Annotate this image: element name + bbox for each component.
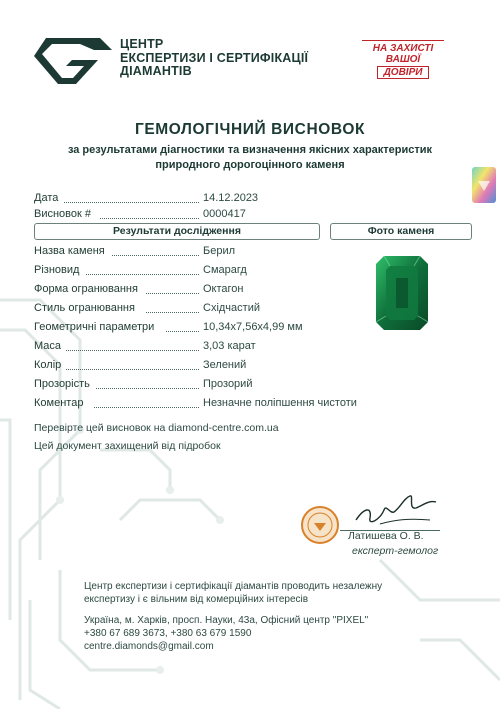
dotted-leader bbox=[100, 208, 199, 219]
footer-phones: +380 67 689 3673, +380 63 679 1590 bbox=[84, 628, 252, 639]
hologram-icon bbox=[472, 167, 496, 203]
result-label: Коментар bbox=[34, 397, 84, 409]
result-value: Зелений bbox=[203, 359, 247, 371]
result-row bbox=[34, 264, 334, 278]
number-label: Висновок # bbox=[34, 208, 91, 220]
seal-icon bbox=[300, 505, 340, 545]
result-label: Геометричні параметри bbox=[34, 321, 155, 333]
expert-name: Латишева О. В. bbox=[348, 530, 424, 542]
result-label: Прозорість bbox=[34, 378, 90, 390]
dotted-leader bbox=[66, 359, 199, 370]
result-label: Колір bbox=[34, 359, 62, 371]
emerald-photo bbox=[376, 256, 428, 330]
result-label: Форма огранювання bbox=[34, 283, 138, 295]
result-label: Різновид bbox=[34, 264, 80, 276]
document-subtitle: за результатами діагностики та визначення якісних характеристик природного дорогоцінного каменя bbox=[67, 144, 433, 171]
expert-title: експерт-гемолог bbox=[352, 545, 439, 557]
date-label: Дата bbox=[34, 192, 59, 204]
verify-link[interactable]: diamond-centre.com.ua bbox=[168, 422, 279, 434]
result-row bbox=[34, 397, 357, 411]
dotted-leader bbox=[146, 302, 199, 313]
footer-contacts bbox=[84, 614, 368, 653]
result-row bbox=[34, 378, 334, 392]
diamond-logo-icon bbox=[32, 34, 114, 86]
org-name: ЦЕНТР ЕКСПЕРТИЗИ І СЕРТИФІКАЦІЇ ДІАМАНТІВ bbox=[120, 37, 309, 78]
result-value: Незначне поліпшення чистоти bbox=[203, 397, 357, 409]
result-value: 3,03 карат bbox=[203, 340, 256, 352]
number-value: 0000417 bbox=[203, 208, 246, 220]
dotted-leader bbox=[94, 397, 199, 408]
dotted-leader bbox=[96, 378, 199, 389]
result-row bbox=[34, 245, 334, 259]
footer-address: Україна, м. Харків, просп. Науки, 43а, Офісний центр "PIXEL" bbox=[84, 615, 369, 626]
document-title: ГЕМОЛОГІЧНИЙ ВИСНОВОК bbox=[134, 121, 366, 138]
number-row bbox=[34, 208, 334, 222]
result-value: Смарагд bbox=[203, 264, 247, 276]
protected-note: Цей документ захищений від підробок bbox=[34, 440, 221, 452]
result-row bbox=[34, 283, 334, 297]
dotted-leader bbox=[166, 321, 199, 332]
result-value: Октагон bbox=[203, 283, 244, 295]
dotted-leader bbox=[86, 264, 199, 275]
dotted-leader bbox=[66, 340, 199, 351]
date-row bbox=[34, 192, 334, 206]
result-row bbox=[34, 302, 334, 316]
result-value: Берил bbox=[203, 245, 236, 257]
result-row bbox=[34, 340, 334, 354]
result-label: Маса bbox=[34, 340, 62, 352]
result-label: Стиль огранювання bbox=[34, 302, 135, 314]
footer-statement: Центр експертизи і сертифікації діамантів проводить незалежну експертизу і є вільним від комерційних інтересів bbox=[84, 581, 383, 605]
photo-section-header: Фото каменя bbox=[330, 223, 472, 240]
result-label: Назва каменя bbox=[34, 245, 105, 257]
result-value: Східчастий bbox=[203, 302, 260, 314]
result-row bbox=[34, 359, 334, 373]
date-value: 14.12.2023 bbox=[203, 192, 259, 204]
footer-email: centre.diamonds@gmail.com bbox=[84, 641, 214, 652]
verify-text: Перевірте цей висновок на bbox=[34, 422, 169, 434]
dotted-leader bbox=[112, 245, 199, 256]
dotted-leader bbox=[146, 283, 199, 294]
trust-badge: НА ЗАХИСТІ ВАШОЇ ДОВІРИ bbox=[362, 40, 444, 79]
signature bbox=[350, 490, 440, 532]
dotted-leader bbox=[64, 192, 199, 203]
result-value: Прозорий bbox=[203, 378, 253, 390]
result-row bbox=[34, 321, 334, 335]
results-section-header: Результати дослідження bbox=[34, 223, 320, 240]
result-value: 10,34x7,56x4,99 мм bbox=[203, 321, 303, 333]
verify-note bbox=[34, 422, 279, 434]
